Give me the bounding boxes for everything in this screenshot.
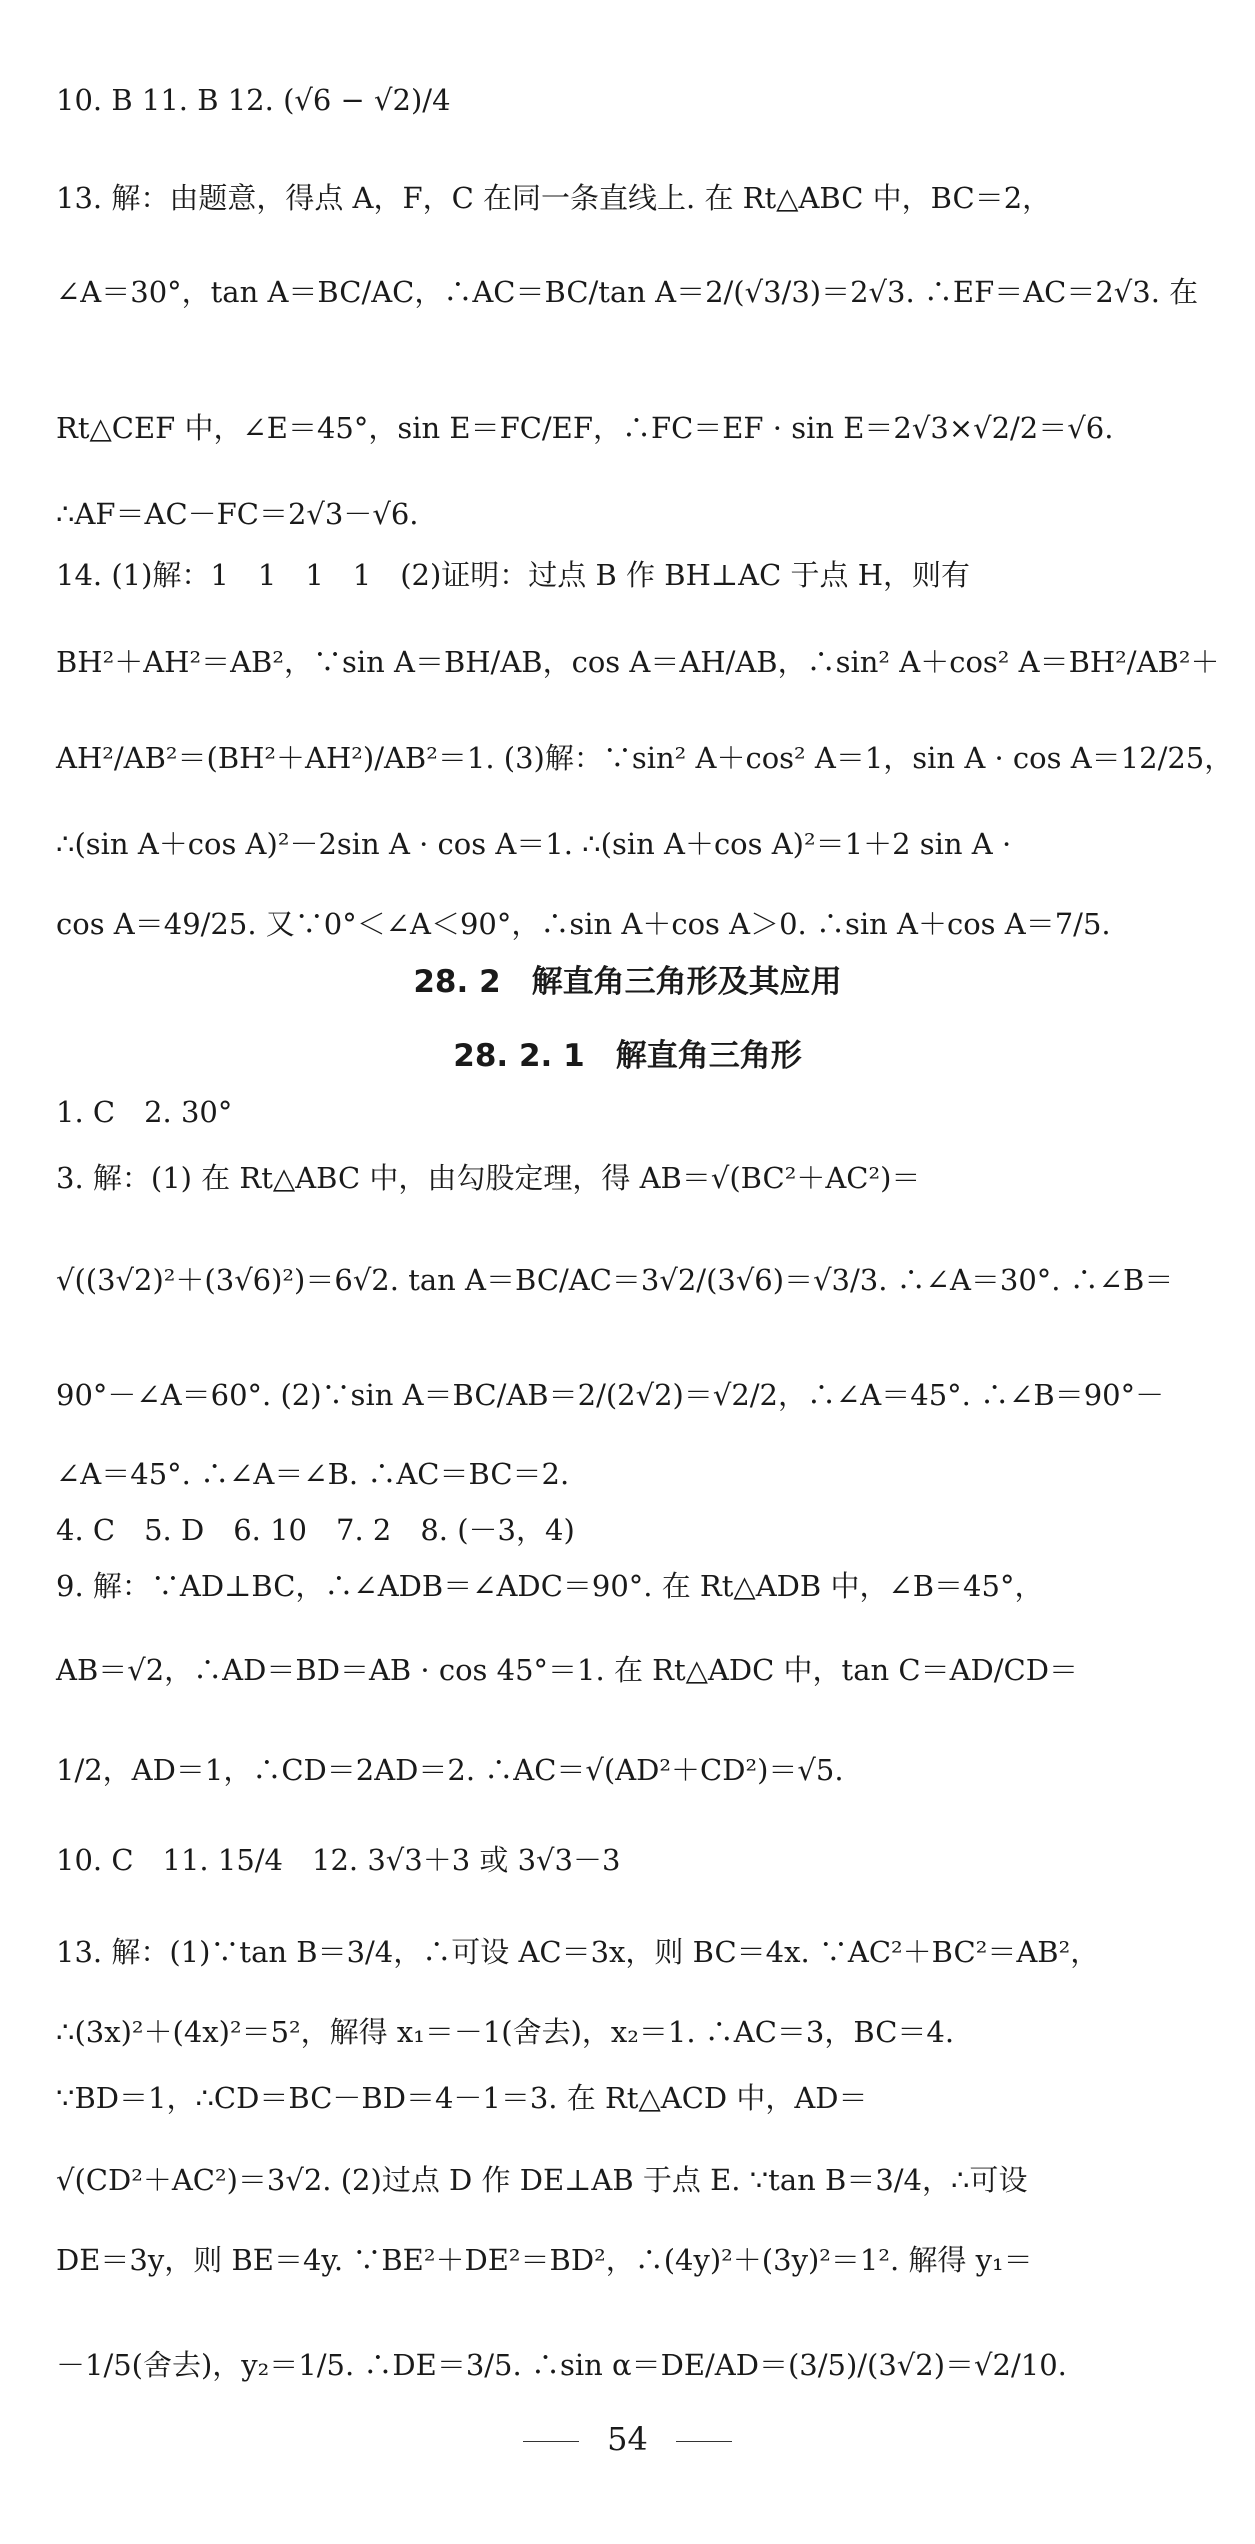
answer-line: Rt△CEF 中，∠E＝45°，sin E＝FC/EF，∴FC＝EF · sin E＝2√3×√2/2＝√6.: [56, 411, 1114, 445]
answer-line: AH²/AB²＝(BH²＋AH²)/AB²＝1. (3)解：∵sin² A＋cos² A＝1，sin A · cos A＝12/25，: [56, 741, 1234, 775]
answer-line: 3. 解：(1) 在 Rt△ABC 中，由勾股定理，得 AB＝√(BC²＋AC²)＝: [56, 1161, 921, 1195]
answer-line: √(CD²＋AC²)＝3√2. (2)过点 D 作 DE⊥AB 于点 E. ∵tan B＝3/4，∴可设: [56, 2163, 1028, 2197]
page-number-dash-left: [523, 2441, 579, 2442]
answer-line: 9. 解：∵AD⊥BC，∴∠ADB＝∠ADC＝90°. 在 Rt△ADB 中，∠B＝45°，: [56, 1569, 1044, 1603]
answer-line: 10. C 11. 15/4 12. 3√3＋3 或 3√3－3: [56, 1843, 621, 1877]
answer-line: ∴AF＝AC－FC＝2√3－√6.: [56, 497, 419, 531]
page-number-text: 54: [607, 2420, 648, 2458]
answer-line: ∠A＝45°. ∴∠A＝∠B. ∴AC＝BC＝2.: [56, 1457, 570, 1491]
answer-line: 1. C 2. 30°: [56, 1095, 233, 1129]
answer-line: 4. C 5. D 6. 10 7. 2 8. (－3，4): [56, 1513, 575, 1547]
answer-line: 90°－∠A＝60°. (2)∵sin A＝BC/AB＝2/(2√2)＝√2/2，∴∠A＝45°. ∴∠B＝90°－: [56, 1378, 1165, 1412]
answer-line: 14. (1)解：1 1 1 1 (2)证明：过点 B 作 BH⊥AC 于点 H，则有: [56, 558, 970, 592]
answer-line: cos A＝49/25. 又∵0°＜∠A＜90°，∴sin A＋cos A＞0. ∴sin A＋cos A＝7/5.: [56, 907, 1111, 941]
answer-line: AB＝√2，∴AD＝BD＝AB · cos 45°＝1. 在 Rt△ADC 中，tan C＝AD/CD＝: [56, 1653, 1078, 1687]
answer-line: BH²＋AH²＝AB²，∵sin A＝BH/AB，cos A＝AH/AB，∴sin² A＋cos² A＝BH²/AB²＋: [56, 645, 1220, 679]
answer-line: ∴(3x)²＋(4x)²＝5²，解得 x₁＝－1(舍去)，x₂＝1. ∴AC＝3，BC＝4.: [56, 2015, 955, 2049]
subsection-heading: 28. 2. 1 解直角三角形: [453, 1038, 802, 1074]
section-heading: 28. 2 解直角三角形及其应用: [413, 964, 842, 1000]
answer-line: ∴(sin A＋cos A)²－2sin A · cos A＝1. ∴(sin A＋cos A)²＝1＋2 sin A ·: [56, 827, 1012, 861]
answer-line: √((3√2)²＋(3√6)²)＝6√2. tan A＝BC/AC＝3√2/(3√6)＝√3/3. ∴∠A＝30°. ∴∠B＝: [56, 1263, 1174, 1297]
page-number-dash-right: [676, 2441, 732, 2442]
answer-line: ∠A＝30°，tan A＝BC/AC，∴AC＝BC/tan A＝2/(√3/3)＝2√3. ∴EF＝AC＝2√3. 在: [56, 275, 1199, 309]
page-number: [0, 2420, 1255, 2458]
answer-line: －1/5(舍去)，y₂＝1/5. ∴DE＝3/5. ∴sin α＝DE/AD＝(3/5)/(3√2)＝√2/10.: [56, 2348, 1067, 2382]
answer-line: 10. B 11. B 12. (√6 − √2)/4: [56, 83, 451, 117]
answer-line: 1/2，AD＝1，∴CD＝2AD＝2. ∴AC＝√(AD²＋CD²)＝√5.: [56, 1753, 844, 1787]
answer-line: ∵BD＝1，∴CD＝BC－BD＝4－1＝3. 在 Rt△ACD 中，AD＝: [56, 2081, 868, 2115]
answer-line: 13. 解：由题意，得点 A，F，C 在同一条直线上. 在 Rt△ABC 中，BC＝2，: [56, 181, 1052, 215]
answer-line: 13. 解：(1)∵tan B＝3/4，∴可设 AC＝3x，则 BC＝4x. ∵AC²＋BC²＝AB²，: [56, 1935, 1100, 1969]
answer-line: DE＝3y，则 BE＝4y. ∵BE²＋DE²＝BD²，∴(4y)²＋(3y)²＝1². 解得 y₁＝: [56, 2243, 1033, 2277]
